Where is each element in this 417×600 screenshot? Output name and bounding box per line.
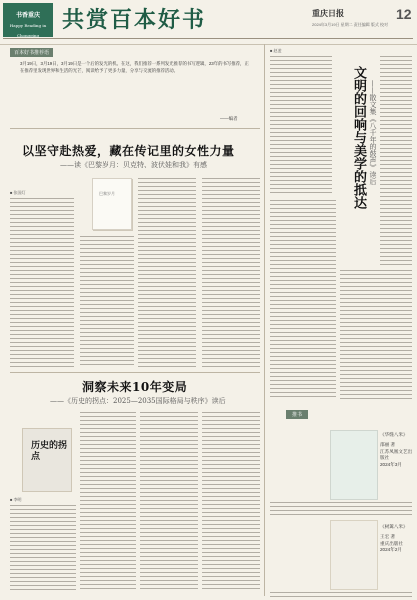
article2-text-column-3	[140, 412, 198, 592]
article2-text-column-4	[202, 412, 260, 592]
sidebar-book1-meta: 邵丽 著 江苏凤凰文艺出版社 2024年3月	[380, 442, 413, 467]
article3-text-column-1	[270, 56, 332, 196]
newspaper-logo	[3, 3, 53, 37]
sidebar-book-cover-1	[330, 430, 378, 500]
sidebar-book2-name: 《树篱八米》	[380, 524, 408, 529]
paper-name: 重庆日报	[312, 8, 344, 18]
article1-text-column-4	[80, 236, 134, 368]
section-divider	[10, 128, 260, 129]
article3-text-column-2	[270, 200, 336, 400]
intro-text: 3月19日，3月19日，3月19日是一个后的发光的机。在这，我们推荐一系列发光推荐的书写逻辑，23年的书写推荐，正在推荐里发现世界和生活的光芒，阅读给予了更多力量，分享与交流的推荐活动。	[20, 61, 249, 73]
masthead-meta: 2024年3月19日 星期二 责任编辑 版式 校对	[312, 22, 389, 27]
book-cover-paris	[92, 178, 132, 230]
article1-author-tag: ■ 张国灯	[10, 190, 26, 195]
logo-title: 书香重庆	[15, 12, 40, 19]
article3-text-column-4	[380, 56, 412, 266]
article2-text-column-1	[10, 505, 76, 593]
sidebar-book2-meta: 王宏 著 重庆出版社 2024年2月	[380, 534, 403, 552]
article2-text-column-2	[80, 412, 136, 592]
masthead-divider	[3, 38, 413, 39]
sidebar-book2-text	[270, 592, 412, 598]
article2-author-tag: ■ 李明	[10, 497, 22, 502]
article3-title: 文明的回响与美学的抵达	[351, 66, 366, 209]
logo-subtitle: Happy Reading in Chongqing	[9, 23, 47, 38]
article1-text-column-1	[10, 198, 74, 368]
section-label: 百本好书推荐语	[10, 48, 53, 57]
page-number: 12	[396, 6, 412, 22]
article1-text-column-2	[138, 178, 196, 368]
sidebar-book1-name: 《华缝八米》	[380, 432, 408, 437]
article-divider	[10, 372, 260, 373]
page-title: 共赏百本好书	[62, 7, 207, 33]
article3-subtitle: ——散文集《八千年的鼓声》读后	[369, 80, 377, 185]
article3-text-column-3	[340, 270, 412, 400]
book-cover-title: 历史的拐点	[31, 441, 68, 462]
intro-signature: ——编者	[220, 116, 238, 121]
article3-author-tag: ■ 赵凌	[270, 48, 282, 53]
article1-title: 以坚守赴热爱，藏在传记里的女性力量	[22, 144, 235, 158]
article2-subtitle: ——《历史的拐点：2025—2035国际格局与秩序》读后	[50, 397, 226, 405]
article2-title: 洞察未来10年变局	[82, 380, 188, 394]
sidebar-book1-text	[270, 502, 412, 516]
column-divider	[264, 44, 265, 596]
book-cover-title: 巴黎岁月	[99, 191, 115, 196]
sidebar-book-cover-2	[330, 520, 378, 590]
book-cover-history	[22, 428, 72, 492]
sidebar-label: 推书	[286, 410, 308, 419]
article1-text-column-3	[202, 178, 260, 368]
article1-subtitle: ——读《巴黎岁月：贝克特、波伏娃和我》有感	[60, 161, 207, 169]
